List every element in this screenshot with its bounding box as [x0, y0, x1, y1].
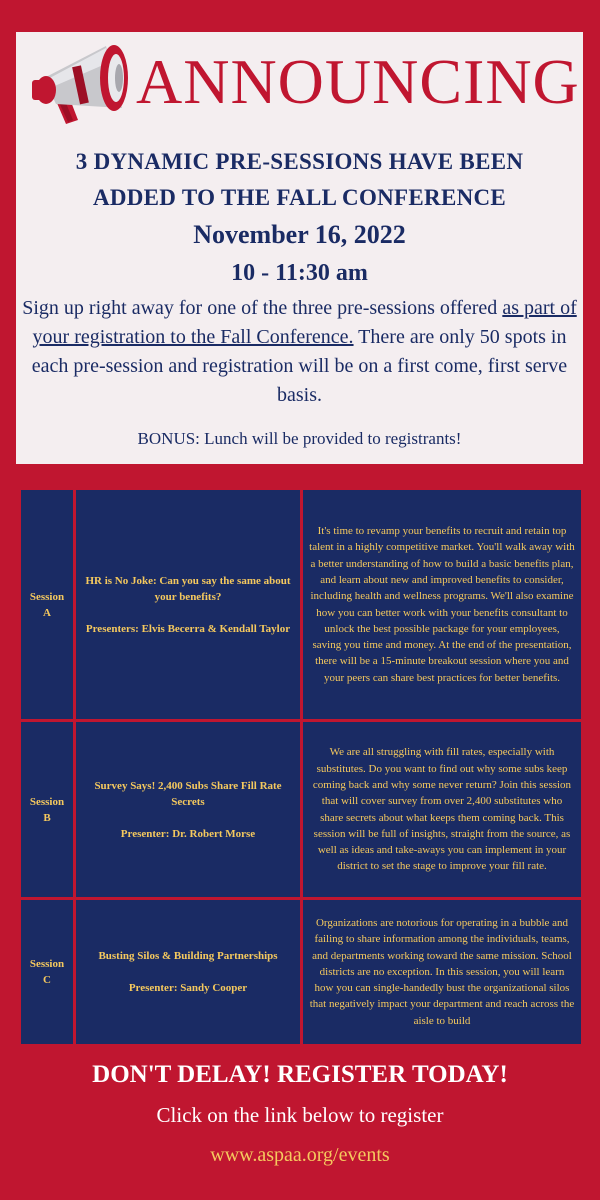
session-presenters: Presenter: Sandy Cooper [128, 982, 248, 994]
session-title: Survey Says! 2,400 Subs Share Fill Rate Secrets [94, 779, 282, 808]
announcing-title: ANNOUNCING [136, 46, 580, 117]
session-label [21, 490, 73, 719]
session-label-word: Session [29, 590, 65, 603]
session-title-cell [76, 722, 300, 897]
announcement-panel [16, 32, 583, 464]
session-presenters: Presenters: Elvis Becerra & Kendall Taylor [85, 622, 291, 635]
megaphone-icon [26, 38, 134, 130]
event-time: 10 - 11:30 am [231, 260, 368, 286]
session-description: Organizations are notorious for operating in a bubble and failing to share information among the individuals, teams, and departments working toward the same mission. School districts are no exception. In this session, you will learn how you can single-handedly bust the organizational silos that negatively impact your department and reach across the aisle to build [303, 900, 581, 1044]
register-url-link[interactable]: www.aspaa.org/events [210, 1144, 390, 1166]
intro-paragraph [20, 294, 579, 410]
register-instruction: Click on the link below to register [156, 1103, 444, 1127]
table-row [21, 722, 581, 897]
register-cta: DON'T DELAY! REGISTER TODAY! [92, 1061, 508, 1088]
session-presenters: Presenter: Dr. Robert Morse [120, 827, 256, 840]
event-date: November 16, 2022 [193, 220, 406, 249]
session-title: HR is No Joke: Can you say the same about your benefits? [85, 574, 291, 603]
registration-link-text[interactable]: as part of your registration to the Fall Conference. [32, 297, 577, 348]
session-label-letter: C [43, 974, 51, 986]
sessions-table [18, 487, 584, 1047]
session-title-cell [76, 490, 300, 719]
bonus-note: BONUS: Lunch will be provided to registrants! [137, 429, 462, 448]
session-title-cell [76, 900, 300, 1044]
session-label-word: Session [29, 795, 65, 808]
session-description: It's time to revamp your benefits to recruit and retain top talent in a highly competitive market. You'll walk away with a better understanding of how to build a basic benefits plan, and learn about new and improved benefits to consider, including health and wellness programs. We'll also examine how you can better work with your benefits consultant to unlock the best possible package for your employees, saving you time and money. At the end of the presentation, there will be a 15-minute breakout session where you and your peers can share best practices for better benefits. [303, 490, 581, 719]
headline-line-2: ADDED TO THE FALL CONFERENCE [92, 185, 507, 210]
session-label [21, 722, 73, 897]
headline-line-1: 3 DYNAMIC PRE-SESSIONS HAVE BEEN [75, 149, 524, 174]
session-label-word: Session [29, 958, 65, 970]
session-label-letter: A [43, 606, 51, 619]
table-row [21, 900, 581, 1044]
session-label-letter: B [43, 811, 51, 824]
headline [26, 144, 573, 216]
intro-text-before: Sign up right away for one of the three pre-sessions offered [22, 297, 503, 319]
session-description: We are all struggling with fill rates, especially with substitutes. Do you want to find out why some subs keep coming back and why some never return? Join this session that will cover survey from over 2,400 substitutes who share secrets about what keeps them coming back. This session will be full of insights, straight from the source, as well as ideas and take-aways you can implement in your district to set the stage to improve your fill rate. [303, 722, 581, 897]
table-row [21, 490, 581, 719]
session-title: Busting Silos & Building Partnerships [98, 950, 278, 962]
intro-text-after: There are only 50 spots in each pre-session and registration will be on a first come, first serve basis. [31, 326, 568, 406]
session-label [21, 900, 73, 1044]
